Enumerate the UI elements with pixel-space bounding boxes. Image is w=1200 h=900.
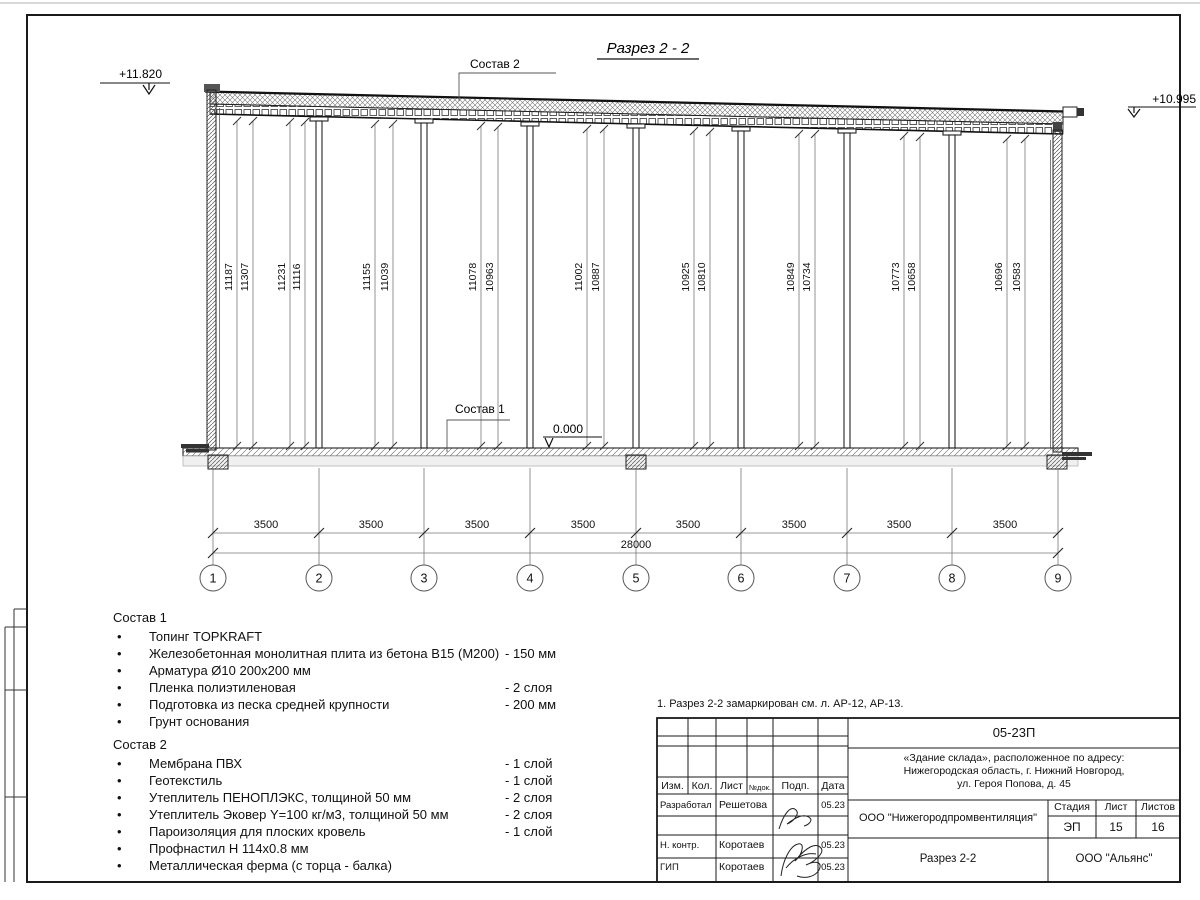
grid-bubble-label: 6 bbox=[737, 571, 745, 586]
grid-bubble-label: 1 bbox=[209, 571, 217, 586]
list-item: • Грунт основания bbox=[117, 714, 250, 729]
bullet: • bbox=[117, 680, 122, 695]
grid-bubble-label: 7 bbox=[843, 571, 851, 586]
foundation-block bbox=[208, 455, 228, 469]
bay-dim: 3500 bbox=[570, 519, 596, 531]
list-item: • Геотекстиль - 1 слой bbox=[117, 773, 553, 788]
sostav2-tag-text: Состав 2 bbox=[470, 57, 520, 71]
sheet-number: 15 bbox=[1109, 820, 1123, 834]
height-label: 10773 bbox=[890, 262, 902, 292]
stage-label: Стадия bbox=[1054, 801, 1090, 813]
height-label: 10849 bbox=[785, 262, 797, 292]
sostav1-tag-text: Состав 1 bbox=[455, 402, 505, 416]
grid-bubble-label: 5 bbox=[632, 571, 640, 586]
height-label: 10963 bbox=[484, 262, 496, 292]
height-label: 10583 bbox=[1011, 262, 1023, 292]
height-label: 11078 bbox=[467, 262, 479, 292]
list-item: • Подготовка из песка средней крупности - 200 мм bbox=[117, 697, 557, 712]
list-item: • Утеплитель ПЕНОПЛЭКС, толщиной 50 мм - 2 слоя bbox=[117, 790, 553, 805]
sostav2-title: Состав 2 bbox=[113, 737, 167, 752]
list-item: • Пароизоляция для плоских кровель - 1 слой bbox=[117, 824, 553, 839]
height-label: 11307 bbox=[239, 262, 251, 292]
bullet: • bbox=[117, 807, 122, 822]
height-label: 11231 bbox=[276, 262, 288, 292]
bullet: • bbox=[117, 714, 122, 729]
sheet-label: Лист bbox=[1104, 801, 1128, 813]
col-kol: Кол. bbox=[691, 780, 713, 792]
height-label: 10658 bbox=[906, 262, 918, 292]
height-label: 10925 bbox=[680, 262, 692, 292]
bullet: • bbox=[117, 663, 122, 678]
floor bbox=[181, 444, 1092, 469]
sostav2-list bbox=[113, 737, 583, 874]
row-role: Разработал bbox=[660, 800, 712, 811]
left-margin-boxes bbox=[5, 609, 27, 882]
elevation-mark-left bbox=[100, 67, 170, 94]
elevation-mark-right bbox=[1128, 92, 1196, 117]
signature-korotaev bbox=[781, 844, 822, 878]
screen-top-line bbox=[0, 2, 1200, 4]
bullet: • bbox=[117, 841, 122, 856]
list-item: • Утеплитель Эковер Y=100 кг/м3, толщиной 50 мм - 2 слоя bbox=[117, 807, 553, 822]
col-data: Дата bbox=[821, 780, 845, 792]
row-date: 05.23 bbox=[821, 800, 845, 811]
height-label: 11187 bbox=[223, 263, 235, 291]
sostav1-title: Состав 1 bbox=[113, 610, 167, 625]
sheets-label: Листов bbox=[1140, 801, 1176, 813]
bay-dim: 3500 bbox=[992, 519, 1018, 531]
bay-dim: 3500 bbox=[781, 519, 807, 531]
foundation-block bbox=[626, 455, 646, 469]
col-izm: Изм. bbox=[661, 780, 684, 792]
height-label: 11039 bbox=[379, 262, 391, 292]
height-label: 10887 bbox=[590, 262, 602, 292]
right-edge-channel bbox=[1062, 452, 1092, 456]
bullet: • bbox=[117, 790, 122, 805]
list-item: • Металлическая ферма (с торца - балка) bbox=[117, 858, 392, 873]
row-role: ГИП bbox=[660, 862, 679, 873]
col-ndok: №док. bbox=[749, 783, 771, 792]
columns bbox=[310, 117, 961, 448]
bullet: • bbox=[117, 756, 122, 771]
list-item: • Арматура Ø10 200x200 мм bbox=[117, 663, 311, 678]
elevation-right-text: +10.995 bbox=[1152, 92, 1196, 106]
row-date: 05.23 bbox=[821, 862, 845, 873]
level-zero-text: 0.000 bbox=[553, 422, 584, 436]
note-text: 1. Разрез 2-2 замаркирован см. л. АР-12, АР-13. bbox=[657, 698, 904, 710]
list-item: • Профнастил Н 114x0.8 мм bbox=[117, 841, 309, 856]
height-labels bbox=[223, 262, 1023, 291]
left-wall bbox=[207, 90, 216, 450]
row-name: Решетова bbox=[719, 799, 768, 811]
bullet: • bbox=[117, 629, 122, 644]
height-label: 10734 bbox=[801, 262, 813, 292]
grid-bubble-label: 2 bbox=[315, 571, 323, 586]
view-title bbox=[597, 40, 699, 59]
grid-bubbles bbox=[200, 565, 1071, 591]
bullet: • bbox=[117, 697, 122, 712]
bay-dim: 3500 bbox=[253, 519, 279, 531]
stage-value: ЭП bbox=[1063, 820, 1081, 834]
bullet: • bbox=[117, 824, 122, 839]
height-label: 11116 bbox=[291, 263, 303, 291]
bullet: • bbox=[117, 858, 122, 873]
list-item: • Пленка полиэтиленовая - 2 слоя bbox=[117, 680, 553, 695]
left-edge-channel bbox=[181, 444, 209, 448]
bay-dim: 3500 bbox=[675, 519, 701, 531]
right-wall bbox=[1053, 130, 1062, 452]
company2-name: ООО "Альянс" bbox=[1075, 853, 1153, 865]
height-label: 11155 bbox=[361, 263, 373, 291]
height-label: 10810 bbox=[696, 262, 708, 292]
height-label: 10696 bbox=[993, 262, 1005, 292]
signatures bbox=[779, 809, 822, 878]
grid-bubble-label: 4 bbox=[526, 571, 534, 586]
elevation-left-text: +11.820 bbox=[119, 67, 162, 81]
bay-dim: 3500 bbox=[358, 519, 384, 531]
level-zero-mark bbox=[543, 422, 602, 447]
height-label: 11002 bbox=[573, 262, 585, 292]
sheets-total: 16 bbox=[1151, 820, 1165, 834]
col-list: Лист bbox=[720, 780, 743, 792]
sostav1-leader bbox=[447, 402, 510, 452]
total-dim: 28000 bbox=[620, 539, 652, 551]
project-address: «Здание склада», расположенное по адресу: Нижегородская область, г. Нижний Новгород, ул. Героя Попова, д. 45 bbox=[903, 752, 1125, 790]
row-date: 05.23 bbox=[821, 840, 845, 851]
bullet: • bbox=[117, 773, 122, 788]
col-podp: Подп. bbox=[781, 780, 810, 792]
row-role: Н. контр. bbox=[660, 840, 700, 851]
list-item: • Железобетонная монолитная плита из бетона В15 (М200) - 150 мм bbox=[117, 646, 557, 661]
doc-number: 05-23П bbox=[992, 725, 1036, 740]
dimension-chain bbox=[208, 519, 1063, 558]
list-item: • Топинг TOPKRAFT bbox=[117, 629, 263, 644]
view-title-text: Разрез 2 - 2 bbox=[606, 40, 690, 57]
bay-dim: 3500 bbox=[464, 519, 490, 531]
list-item: • Мембрана ПВХ - 1 слой bbox=[117, 756, 553, 771]
grid-bubble-label: 9 bbox=[1054, 571, 1062, 586]
grid-bubble-label: 3 bbox=[420, 571, 428, 586]
signature-razrabotal bbox=[779, 809, 811, 829]
sostav2-leader bbox=[459, 57, 556, 101]
grid-bubble-label: 8 bbox=[948, 571, 956, 586]
drawing-name: Разрез 2-2 bbox=[919, 853, 977, 865]
bay-dim: 3500 bbox=[886, 519, 912, 531]
row-name: Коротаев bbox=[719, 839, 765, 851]
row-name: Коротаев bbox=[719, 861, 765, 873]
sostav1-list bbox=[113, 610, 583, 730]
bullet: • bbox=[117, 646, 122, 661]
company-name: ООО "Нижегородпромвентиляция" bbox=[858, 812, 1038, 824]
